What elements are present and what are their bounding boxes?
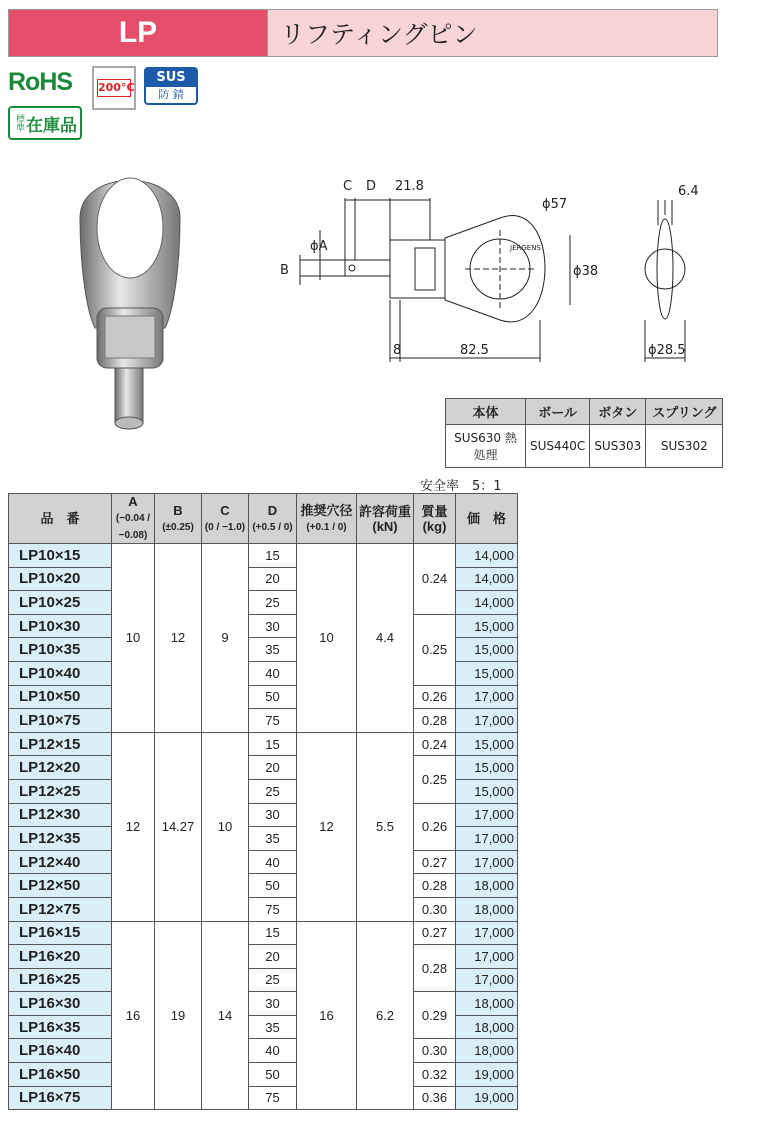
price: 19,000 [456, 1063, 518, 1087]
price: 17,000 [456, 921, 518, 945]
dimension-drawing [270, 170, 730, 370]
part-number: LP10×15 [9, 544, 112, 568]
value-mass: 0.30 [414, 897, 456, 921]
part-number: LP12×75 [9, 897, 112, 921]
price: 17,000 [456, 709, 518, 733]
value-d: 35 [249, 638, 297, 662]
value-mass: 0.24 [414, 544, 456, 615]
table-row [9, 544, 518, 568]
mat-body: SUS630 熱処理 [446, 425, 526, 468]
value-d: 30 [249, 992, 297, 1016]
mat-header-body: 本体 [446, 399, 526, 425]
value-d: 50 [249, 1063, 297, 1087]
part-number: LP10×50 [9, 685, 112, 709]
price: 18,000 [456, 992, 518, 1016]
value-d: 20 [249, 567, 297, 591]
value-c: 14 [202, 921, 249, 1110]
dim-phi28-5: ϕ28.5 [648, 343, 686, 358]
price: 15,000 [456, 614, 518, 638]
price: 17,000 [456, 968, 518, 992]
part-number: LP16×25 [9, 968, 112, 992]
value-mass: 0.24 [414, 732, 456, 756]
col-hole: 推奨穴径 (+0.1 / 0) [297, 494, 357, 544]
price: 17,000 [456, 827, 518, 851]
product-header [8, 9, 718, 57]
value-hole: 12 [297, 732, 357, 921]
dim-82-5: 82.5 [460, 343, 489, 358]
safety-factor: 安全率 5：1 [420, 479, 502, 494]
value-d: 75 [249, 1086, 297, 1110]
part-number: LP12×25 [9, 779, 112, 803]
dim-phi38: ϕ38 [573, 264, 599, 279]
dim-8: 8 [393, 343, 402, 358]
value-d: 40 [249, 1039, 297, 1063]
part-number: LP16×40 [9, 1039, 112, 1063]
value-mass: 0.27 [414, 921, 456, 945]
part-number: LP12×40 [9, 850, 112, 874]
value-c: 9 [202, 544, 249, 733]
product-code: LP [9, 10, 267, 56]
value-load: 5.5 [357, 732, 414, 921]
mat-header-button: ボタン [590, 399, 646, 425]
part-number: LP16×20 [9, 945, 112, 969]
col-part: 品 番 [9, 494, 112, 544]
col-load: 許容荷重 (kN) [357, 494, 414, 544]
table-row [9, 921, 518, 945]
dim-21-8: 21.8 [395, 179, 424, 194]
price: 14,000 [456, 567, 518, 591]
dim-phi-a: ϕA [310, 239, 328, 254]
value-d: 25 [249, 779, 297, 803]
product-photo [55, 158, 195, 438]
price: 15,000 [456, 638, 518, 662]
rust-label: 防 錆 [158, 88, 184, 101]
part-number: LP12×35 [9, 827, 112, 851]
part-number: LP16×35 [9, 1015, 112, 1039]
stock-small-label: 標準 [14, 114, 24, 132]
col-d: D (+0.5 / 0) [249, 494, 297, 544]
table-row [9, 756, 518, 780]
value-mass: 0.26 [414, 803, 456, 850]
mat-header-ball: ボール [526, 399, 590, 425]
table-row [9, 945, 518, 969]
value-c: 10 [202, 732, 249, 921]
value-b: 14.27 [155, 732, 202, 921]
value-d: 50 [249, 685, 297, 709]
price: 17,000 [456, 685, 518, 709]
price: 18,000 [456, 897, 518, 921]
value-d: 20 [249, 756, 297, 780]
brand-mark: JERGENS [510, 244, 541, 252]
price: 18,000 [456, 1015, 518, 1039]
value-d: 75 [249, 709, 297, 733]
value-hole: 10 [297, 544, 357, 733]
value-d: 40 [249, 661, 297, 685]
material-table [445, 398, 723, 468]
table-row [9, 732, 518, 756]
dim-b: B [280, 263, 289, 278]
part-number: LP16×30 [9, 992, 112, 1016]
part-number: LP10×30 [9, 614, 112, 638]
part-number: LP12×20 [9, 756, 112, 780]
value-load: 4.4 [357, 544, 414, 733]
value-d: 35 [249, 1015, 297, 1039]
temperature-badge [92, 66, 136, 110]
part-number: LP10×40 [9, 661, 112, 685]
value-d: 20 [249, 945, 297, 969]
dim-c: C [343, 179, 353, 194]
part-number: LP10×75 [9, 709, 112, 733]
table-row [9, 1063, 518, 1087]
value-d: 30 [249, 614, 297, 638]
temperature-label: 200°C [97, 79, 131, 97]
value-b: 19 [155, 921, 202, 1110]
part-number: LP10×25 [9, 591, 112, 615]
value-a: 16 [112, 921, 155, 1110]
col-a: A (−0.04 / −0.08) [112, 494, 155, 544]
value-mass: 0.28 [414, 945, 456, 992]
value-d: 30 [249, 803, 297, 827]
value-a: 12 [112, 732, 155, 921]
mat-header-spring: スプリング [646, 399, 723, 425]
table-row [9, 897, 518, 921]
col-mass: 質量 (kg) [414, 494, 456, 544]
part-number: LP16×75 [9, 1086, 112, 1110]
rohs-badge: RoHS [8, 68, 73, 96]
value-a: 10 [112, 544, 155, 733]
sus-badge [144, 67, 198, 105]
price: 15,000 [456, 661, 518, 685]
col-c: C (0 / −1.0) [202, 494, 249, 544]
value-d: 15 [249, 921, 297, 945]
value-d: 35 [249, 827, 297, 851]
value-mass: 0.25 [414, 614, 456, 685]
part-number: LP12×15 [9, 732, 112, 756]
dim-phi57: ϕ57 [542, 197, 568, 212]
value-hole: 16 [297, 921, 357, 1110]
value-d: 25 [249, 968, 297, 992]
table-row [9, 1086, 518, 1110]
value-d: 25 [249, 591, 297, 615]
mat-button: SUS303 [590, 425, 646, 468]
value-d: 15 [249, 732, 297, 756]
part-number: LP12×30 [9, 803, 112, 827]
price: 17,000 [456, 945, 518, 969]
value-b: 12 [155, 544, 202, 733]
value-d: 40 [249, 850, 297, 874]
value-load: 6.2 [357, 921, 414, 1110]
part-number: LP10×20 [9, 567, 112, 591]
value-d: 50 [249, 874, 297, 898]
price: 19,000 [456, 1086, 518, 1110]
value-mass: 0.28 [414, 874, 456, 898]
table-row [9, 850, 518, 874]
table-row [9, 803, 518, 827]
part-number: LP12×50 [9, 874, 112, 898]
stock-badge [8, 106, 82, 140]
value-mass: 0.25 [414, 756, 456, 803]
price: 18,000 [456, 874, 518, 898]
col-b: B (±0.25) [155, 494, 202, 544]
table-row [9, 874, 518, 898]
value-mass: 0.29 [414, 992, 456, 1039]
value-mass: 0.30 [414, 1039, 456, 1063]
part-number: LP16×15 [9, 921, 112, 945]
value-d: 75 [249, 897, 297, 921]
table-row [9, 685, 518, 709]
price: 15,000 [456, 732, 518, 756]
price: 18,000 [456, 1039, 518, 1063]
value-mass: 0.27 [414, 850, 456, 874]
part-number: LP16×50 [9, 1063, 112, 1087]
spec-table [8, 493, 518, 1110]
value-d: 15 [249, 544, 297, 568]
stock-big-label: 在庫品 [26, 115, 77, 136]
price: 15,000 [456, 779, 518, 803]
value-mass: 0.36 [414, 1086, 456, 1110]
part-number: LP10×35 [9, 638, 112, 662]
price: 14,000 [456, 544, 518, 568]
product-name: リフティングピン [267, 10, 717, 56]
mat-spring: SUS302 [646, 425, 723, 468]
price: 17,000 [456, 850, 518, 874]
dim-d: D [366, 179, 377, 194]
table-row [9, 1039, 518, 1063]
table-row [9, 992, 518, 1016]
sus-label: SUS [146, 69, 196, 87]
col-price: 価 格 [456, 494, 518, 544]
mat-ball: SUS440C [526, 425, 590, 468]
price: 14,000 [456, 591, 518, 615]
value-mass: 0.28 [414, 709, 456, 733]
price: 15,000 [456, 756, 518, 780]
dim-6-4: 6.4 [678, 184, 699, 199]
value-mass: 0.32 [414, 1063, 456, 1087]
price: 17,000 [456, 803, 518, 827]
table-row [9, 709, 518, 733]
table-row [9, 614, 518, 638]
value-mass: 0.26 [414, 685, 456, 709]
